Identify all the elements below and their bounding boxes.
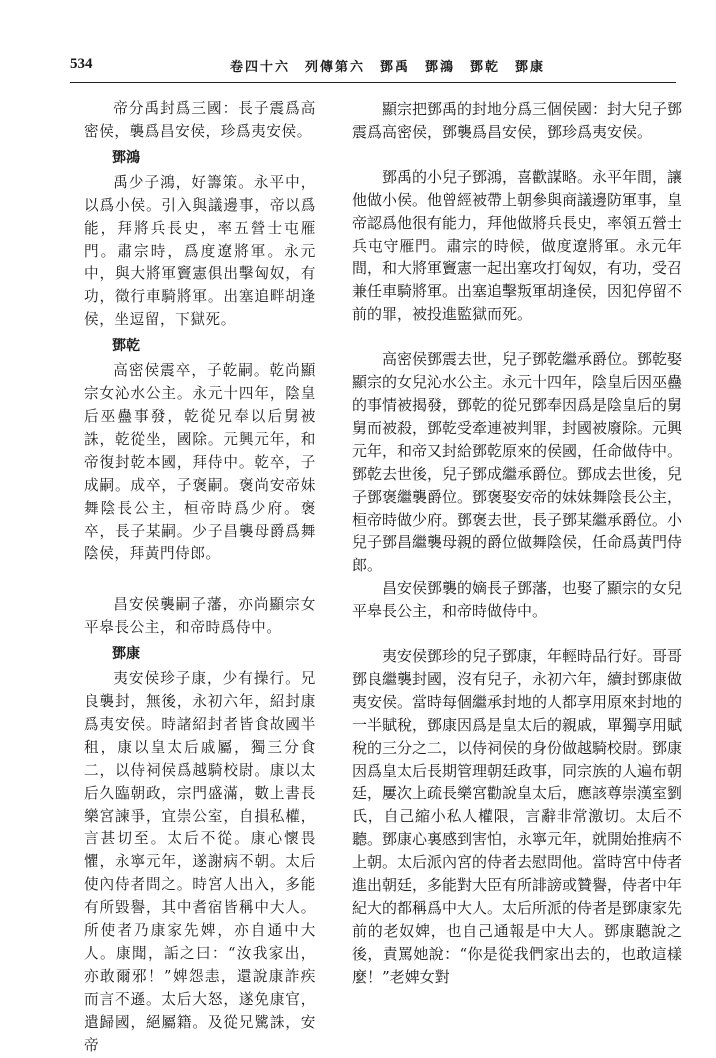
original-paragraph-2: 禹少子鴻，好籌策。永平中，以爲小侯。引入與議邊事，帝以爲能，拜將兵長史，率五營士屯雁門。肅宗時，爲度遼將軍。永元中，與大將軍竇憲俱出擊匈奴，有功，徵行車騎將軍。出塞追畔胡逢侯，坐逗留，下獄死。 bbox=[84, 173, 316, 329]
original-paragraph-4: 昌安侯襲嗣子藩，亦尚顯宗女平皋長公主，和帝時爲侍中。 bbox=[84, 596, 316, 637]
original-text-column bbox=[84, 98, 316, 1058]
original-paragraph-3: 高密侯震卒，子乾嗣。乾尚顯宗女沁水公主。永元十四年，陰皇后巫蠱事發，乾從兄奉以后舅被誅，乾從坐，國除。元興元年，和帝復封乾本國，拜侍中。乾卒，子成嗣。成卒，子褒嗣。褒尚安帝妹舞陰長公主，桓帝時爲少府。褒卒，長子某嗣。少子昌襲母爵爲舞陰侯，拜黃門侍郎。 bbox=[84, 362, 316, 563]
paragraph-gap bbox=[352, 623, 682, 645]
translation-paragraph-1: 顯宗把鄧禹的封地分爲三個侯國：封大兒子鄧震爲高密侯，鄧襲爲昌安侯，鄧珍爲夷安侯。 bbox=[352, 100, 683, 141]
section-heading-deng-hong: 鄧鴻 bbox=[112, 149, 140, 166]
paragraph-gap bbox=[352, 144, 682, 166]
section-heading-deng-kang: 鄧康 bbox=[112, 646, 140, 663]
page-header bbox=[70, 56, 676, 80]
paragraph-gap bbox=[352, 326, 682, 348]
header-rule bbox=[70, 82, 676, 83]
translation-paragraph-2: 鄧禹的小兒子鄧鴻，喜歡謀略。永平年間，讓他做小侯。他曾經被帶上朝參與商議邊防軍事，皇帝認爲他很有能力，拜他做將兵長史，率領五營士兵屯守雁門。肅宗的時候，做度遼將軍。永元年間，和大將軍竇憲一起出塞攻打匈奴，有功，受召兼任車騎將軍。出塞追擊叛軍胡逢侯，因犯停留不前的罪，被投進監獄而死。 bbox=[352, 167, 683, 324]
original-paragraph-1: 帝分禹封爲三國：長子震爲高密侯，襲爲昌安侯，珍爲夷安侯。 bbox=[84, 100, 316, 140]
page-number: 534 bbox=[70, 56, 93, 72]
section-heading-deng-qian: 鄧乾 bbox=[112, 338, 140, 355]
translation-column bbox=[352, 98, 682, 989]
paragraph-gap bbox=[84, 566, 316, 594]
original-paragraph-5: 夷安侯珍子康，少有操行。兄良襲封，無後，永初六年，紹封康爲夷安侯。時諸紹封者皆食故國半租，康以皇太后戚屬，獨三分食二，以侍祠侯爲越騎校尉。康以太后久臨朝政，宗門盛滿，數上書長樂宮諫爭，宜崇公室，自損私權，言甚切至。太后不從。康心懷畏懼，永寧元年，遂謝病不朝。太后使內侍者問之。時宮人出入，多能有所毀譽，其中耆宿皆稱中大人。所使者乃康家先婢，亦自通中大人。康聞，詬之曰：“汝我家出，亦敢爾邪！”婢怨恚，還說康詐疾而言不遜。太后大怒，遂免康官，遣歸國，絕屬籍。及從兄騭誅，安帝 bbox=[84, 670, 316, 1054]
translation-paragraph-4: 昌安侯鄧襲的嫡長子鄧藩，也娶了顯宗的女兒平皋長公主，和帝時做侍中。 bbox=[352, 579, 683, 621]
translation-paragraph-5: 夷安侯鄧珍的兒子鄧康，年輕時品行好。哥哥鄧良繼襲封國，沒有兒子，永初六年，續封鄧康做夷安侯。當時每個繼承封地的人都享用原來封地的一半賦稅，鄧康因爲是皇太后的親戚，單獨享用賦稅的三分之二，以侍祠侯的身份做越騎校尉。鄧康因爲皇太后長期管理朝廷政事，同宗族的人遍布朝廷，屢次上疏長樂宮勸說皇太后，應該尊崇漢室劉氏，自己縮小私人權限，言辭非常激切。太后不聽。鄧康心裏感到害怕，永寧元年，就開始推病不上朝。太后派內宮的侍者去慰問他。當時宮中侍者進出朝廷，多能對大臣有所誹謗或贊譽，侍者中年紀大的都稱爲中大人。太后所派的侍者是鄧康家先前的老奴婢，也自己通報是中大人。鄧康聽說之後，責罵她說：“你是從我們家出去的，也敢這樣麼！”老婢女對 bbox=[352, 647, 683, 986]
running-head: 卷四十六 列傳第六 鄧禹 鄧鴻 鄧乾 鄧康 bbox=[230, 60, 546, 75]
translation-paragraph-3: 高密侯鄧震去世，兒子鄧乾繼承爵位。鄧乾娶顯宗的女兒沁水公主。永元十四年，陰皇后因巫蠱的事情被揭發，鄧乾的從兄鄧奉因爲是陰皇后的舅舅而被殺，鄧乾受牽連被判罪，封國被廢除。元興元年，和帝又封給鄧乾原來的侯國，任命做侍中。鄧乾去世後，兒子鄧成繼承爵位。鄧成去世後，兒子鄧褒繼襲爵位。鄧褒娶安帝的妹妹舞陰長公主，桓帝時做少府。鄧褒去世，長子鄧某繼承爵位。小兒子鄧昌繼襲母親的爵位做舞陰侯，任命爲黃門侍郎。 bbox=[352, 350, 683, 575]
